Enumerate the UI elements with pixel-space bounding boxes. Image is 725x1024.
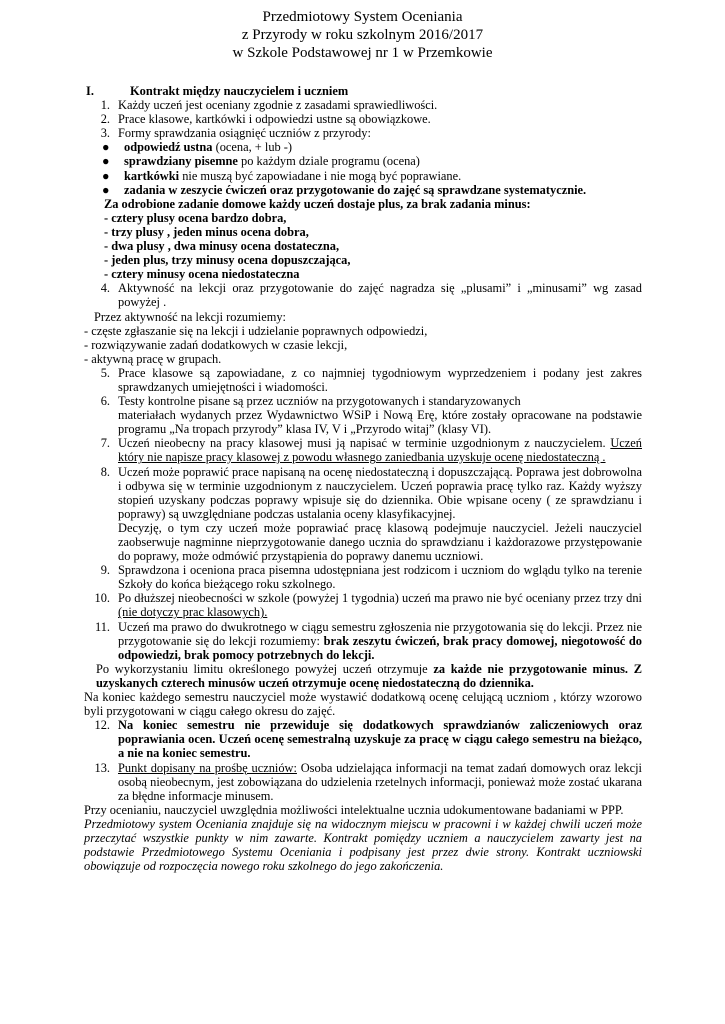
list-item-3 (86, 126, 642, 140)
item-text: Każdy uczeń jest oceniany zgodnie z zasadami sprawiedliwości. (118, 98, 438, 113)
document-title (0, 8, 725, 62)
list-item-7 (86, 436, 642, 464)
item-text: Po dłuższej nieobecności w szkole (powyżej 1 tygodnia) uczeń ma prawo nie być oceniany przez trzy dni (118, 591, 642, 606)
item-underlined-text: (nie dotyczy prac klasowych). (118, 605, 268, 620)
bullet-bold: zadania w zeszycie ćwiczeń oraz przygotowanie do zajęć są sprawdzane systematycznie. (124, 182, 587, 197)
item-number: 4. (100, 281, 110, 296)
bullet-item-1 (86, 140, 642, 154)
item-bold-text: brak zeszytu ćwiczeń, brak pracy domowej, niegotowość do odpowiedzi, brak pomocy potrzebnych do lekcji. (118, 633, 642, 662)
bullet-rest: nie muszą być zapowiadane i nie mogą być poprawiane. (179, 168, 462, 183)
list-item-4 (86, 281, 642, 309)
homework-line: - jeden plus, trzy minusy ocena dopuszczająca, (104, 253, 351, 268)
item-bold-text: Na koniec semestru nie przewiduje się dodatkowych sprawdzianów zaliczeniowych oraz poprawiania ocen. Uczeń ocenę semestralną uzyskuje za pracę w ciągu całego semestru na bieżąco, a nie na koniec semestru. (118, 718, 642, 761)
item-number: 9. (100, 563, 110, 578)
list-item-5 (86, 366, 642, 394)
activity-line: - aktywną pracę w grupach. (84, 351, 222, 366)
homework-line: - trzy plusy , jeden minus ocena dobra, (104, 224, 309, 239)
bullet-icon: ● (102, 168, 110, 183)
bullet-icon: ● (102, 140, 110, 155)
item-underlined-text: Punkt dopisany na prośbę uczniów: (118, 760, 297, 775)
section-title: Kontrakt między nauczycielem i uczniem (130, 84, 349, 98)
homework-line: - dwa plusy , dwa minusy ocena dostateczna, (104, 239, 340, 254)
item-text: Uczeń ma prawo do dwukrotnego w ciągu semestru zgłoszenia nie przygotowania się do lekcji. Przez nie przygotowanie się do lekcji rozumiemy: (118, 619, 642, 648)
item-number: 13. (94, 760, 110, 775)
document-body (86, 84, 642, 873)
list-item-2 (86, 112, 642, 126)
item-text: Sprawdzona i oceniona praca pisemna udostępniana jest rodzicom i uczniom do wglądu tylko na terenie Szkoły do końca bieżącego roku szkolnego. (118, 563, 642, 592)
bullet-bold: odpowiedź ustna (124, 140, 213, 155)
item-text: materiałach wydanych przez Wydawnictwo WSiP i Nową Erę, które zostały opracowane na podstawie programu „Na tropach przyrody” klasa IV, V i „Przyrodo witaj” (klasy VI). (118, 408, 642, 437)
list-item-8 (86, 465, 642, 564)
list-item-6 (86, 394, 642, 436)
homework-line: - cztery minusy ocena niedostateczna (104, 267, 300, 282)
item-number: 6. (100, 394, 110, 409)
final-note: Przedmiotowy system Oceniania znajduje się na widocznym miejscu w pracowni i w każdej chwili uczeń może przeczytać wszystkie punkty w nim zawarte. Kontrakt pomiędzy uczniem a nauczycielem zawarty jest na podstawie Przedmiotowego Systemu Oceniania i podpisany jest przez dwie strony. Kontrakt uczniowski obowiązuje od rozpoczęcia nowego roku szkolnego do jego zakończenia. (84, 816, 642, 874)
item-number: 3. (100, 126, 110, 141)
activity-definition (84, 310, 642, 366)
bullet-rest: po każdym dziale programu (ocena) (237, 154, 420, 169)
title-line-3: w Szkole Podstawowej nr 1 w Przemkowie (232, 45, 493, 61)
title-line-2: z Przyrody w roku szkolnym 2016/2017 (241, 27, 484, 43)
list-item-9 (86, 563, 642, 591)
bullet-item-2 (86, 154, 642, 168)
activity-line: - rozwiązywanie zadań dodatkowych w czasie lekcji, (84, 337, 348, 352)
item-text: Prace klasowe są zapowiadane, z co najmniej tygodniowym wyprzedzeniem i podany jest zakres sprawdzanych umiejętności i wiadomości. (118, 365, 642, 394)
item-number: 11. (94, 619, 110, 634)
item-text: Osoba udzielająca informacji na temat zadań domowych oraz lekcji osobą nieobecnym, jest zobowiązana do udzielenia rzetelnych informacji, ponieważ może zostać ukarana za błędne informacje minusem. (118, 760, 643, 803)
limit-paragraph (96, 662, 642, 690)
item-text: Decyzję, o tym czy uczeń może poprawiać pracę klasową podejmuje nauczyciel. Jeżeli nauczyciel zaobserwuje nagminne nieprzygotowanie danego ucznia do sprawdzianu i każdorazowe przystępowanie do poprawy, może odmówić przystąpienia do poprawy danemu uczniowi. (118, 520, 642, 564)
item-number: 8. (100, 464, 110, 479)
bullet-bold: sprawdziany pisemne (124, 154, 238, 169)
bullet-icon: ● (102, 182, 110, 197)
title-line-1: Przedmiotowy System Oceniania (262, 9, 463, 25)
limit-bold: za każde nie przygotowanie minus. Z uzyskanych czterech minusów uczeń otrzymuje ocenę niedostateczną do dziennika. (96, 661, 642, 690)
item-text: Testy kontrolne pisane są przez uczniów na przygotowanych i standaryzowanych (118, 394, 521, 409)
item-number: 10. (94, 591, 110, 606)
item-text: Aktywność na lekcji oraz przygotowanie do zajęć nagradza się „plusami” i „minusami” wg zasad powyżej . (118, 281, 642, 310)
list-item-11 (86, 620, 642, 662)
item-text: Uczeń może poprawić prace napisaną na ocenę niedostateczną i dopuszczającą. Poprawa jest dobrowolna i odbywa się w terminie uzgodnionym z nauczycielem. Uczeń poprawia pracę tylko raz. Każdy wyższy stopień uzyskany podczas poprawy wpisuje się do dziennika. Obie wpisane oceny ( ze sprawdzianu i poprawy) są uwzględniane podczas ustalania oceny klasyfikacyjnej. (118, 464, 642, 521)
bullet-icon: ● (102, 154, 110, 169)
list-item-12 (86, 718, 642, 760)
limit-text: Po wykorzystaniu limitu określonego powyżej uczeń otrzymuje (96, 661, 434, 676)
bullet-item-4 (86, 183, 642, 197)
list-item-1 (86, 98, 642, 112)
item-number: 1. (100, 98, 110, 113)
homework-rules (104, 197, 642, 282)
celujaca-paragraph: Na koniec każdego semestru nauczyciel może wystawić dodatkową ocenę celującą uczniom , którzy wzorowo byli przygotowani w ciągu całego okresu do zajęć. (84, 690, 642, 719)
item-number: 12. (94, 718, 110, 733)
bullet-bold: kartkówki (124, 168, 180, 183)
item-number: 7. (100, 436, 110, 451)
bullet-item-3 (86, 169, 642, 183)
ppp-paragraph: Przy ocenianiu, nauczyciel uwzględnia możliwości intelektualne ucznia udokumentowane badaniami w PPP. (84, 802, 624, 817)
item-underlined-text: Uczeń który nie napisze pracy klasowej z powodu własnego zaniedbania uzyskuje ocenę niedostateczną . (118, 436, 642, 465)
item-text: Formy sprawdzania osiągnięć uczniów z przyrody: (118, 126, 371, 141)
item-number: 5. (100, 365, 110, 380)
list-item-13 (86, 761, 642, 803)
section-number: I. (86, 84, 94, 98)
list-item-10 (86, 591, 642, 619)
activity-line: - częste zgłaszanie się na lekcji i udzielanie poprawnych odpowiedzi, (84, 323, 428, 338)
item-text: Uczeń nieobecny na pracy klasowej musi ją napisać w terminie uzgodnionym z nauczycielem. (118, 436, 611, 451)
item-number: 2. (100, 112, 110, 127)
item-text: Prace klasowe, kartkówki i odpowiedzi ustne są obowiązkowe. (118, 112, 431, 127)
activity-line: Przez aktywność na lekcji rozumiemy: (94, 309, 286, 324)
bullet-rest: (ocena, + lub -) (212, 140, 293, 155)
section-heading (86, 84, 642, 98)
homework-line: - cztery plusy ocena bardzo dobra, (104, 210, 287, 225)
homework-line: Za odrobione zadanie domowe każdy uczeń dostaje plus, za brak zadania minus: (104, 196, 531, 211)
